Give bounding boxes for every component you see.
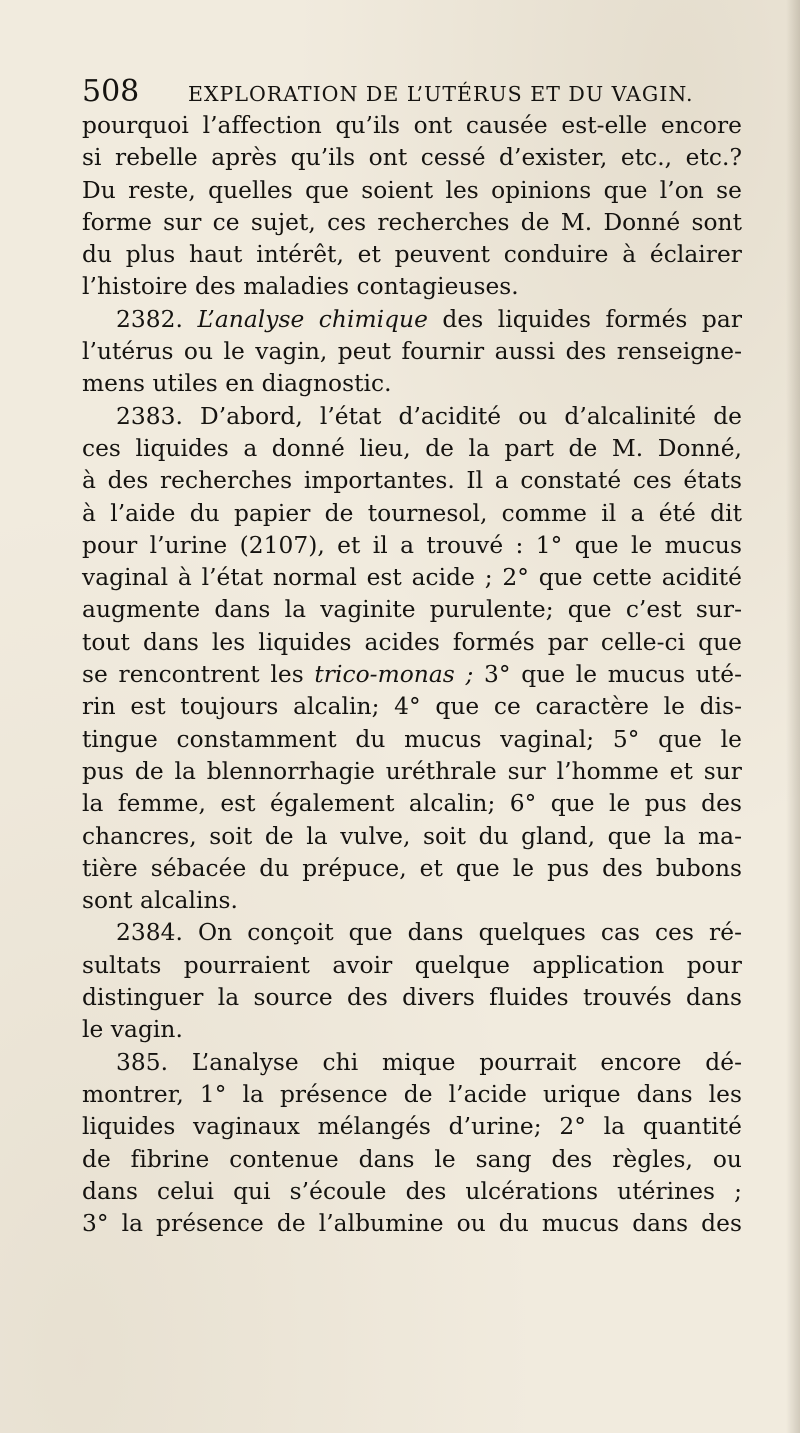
paragraph-number-2382: 2382. [116, 305, 198, 333]
text-line: montrer, 1° la présence de l’acide urique dans les [82, 1080, 742, 1108]
text-line: Du reste, quelles que soient les opinions que l’on se [82, 176, 742, 204]
page-number: 508 [82, 74, 140, 109]
text-line: si rebelle après qu’ils ont cessé d’exister, etc., etc.? [82, 144, 742, 172]
paragraph-2383-start: 2383. D’abord, l’état d’acidité ou d’alcalinité de [116, 402, 742, 430]
running-head: EXPLORATION DE L’UTÉRUS ET DU VAGIN. [188, 82, 694, 106]
text-line: dans celui qui s’écoule des ulcérations utérines ; [82, 1177, 742, 1205]
text-line: sont alcalins. [82, 887, 238, 915]
text-line: la femme, est également alcalin; 6° que le pus des [82, 790, 742, 818]
text-line: mens utiles en diagnostic. [82, 370, 392, 398]
text-line: 3° la présence de l’albumine ou du mucus dans des [82, 1210, 742, 1238]
text-line: tière sébacée du prépuce, et que le pus des bubons [82, 854, 742, 882]
text-line: l’histoire des maladies contagieuses. [82, 273, 519, 301]
text-line: forme sur ce sujet, ces recherches de M. Donné sont [82, 208, 742, 236]
body-text [82, 110, 742, 1240]
paragraph-2382-start [82, 304, 742, 336]
italic-term: L’analyse chimique [197, 305, 428, 333]
text-line: vaginal à l’état normal est acide ; 2° que cette acidité [82, 564, 742, 592]
text-line: augmente dans la vaginite purulente; que c’est sur- [82, 596, 742, 624]
text-line: tingue constamment du mucus vaginal; 5° que le [82, 725, 742, 753]
text-run: 3° que le mucus uté- [473, 661, 743, 689]
paragraph-385-start: 385. L’analyse chi mique pourrait encore dé- [116, 1048, 742, 1076]
text-line: du plus haut intérêt, et peuvent conduire à éclairer [82, 241, 742, 269]
text-run: des liquides formés par [427, 305, 743, 333]
text-line: de fibrine contenue dans le sang des règles, ou [82, 1145, 742, 1173]
text-line: tout dans les liquides acides formés par celle-ci que [82, 628, 742, 656]
page-header [82, 72, 722, 112]
paragraph-2384-start: 2384. On conçoit que dans quelques cas ces ré- [116, 919, 742, 947]
italic-term: trico-monas ; [314, 661, 474, 689]
text-line: sultats pourraient avoir quelque application pour [82, 951, 742, 979]
text-line: ces liquides a donné lieu, de la part de M. Donné, [82, 434, 742, 462]
text-line: à des recherches importantes. Il a constaté ces états [82, 467, 742, 495]
text-line: chancres, soit de la vulve, soit du gland, que la ma- [82, 822, 742, 850]
text-line: pourquoi l’affection qu’ils ont causée est-elle encore [82, 112, 742, 139]
text-line-italic [82, 659, 742, 691]
text-line: pour l’urine (2107), et il a trouvé : 1° que le mucus [82, 531, 742, 559]
text-line: le vagin. [82, 1016, 183, 1044]
page-edge-shadow [786, 0, 800, 1433]
text-line: liquides vaginaux mélangés d’urine; 2° la quantité [82, 1113, 742, 1141]
text-line: rin est toujours alcalin; 4° que ce caractère le dis- [82, 693, 742, 721]
text-run: se rencontrent les [82, 661, 315, 689]
text-line: pus de la blennorrhagie uréthrale sur l’homme et sur [82, 757, 742, 785]
text-line: l’utérus ou le vagin, peut fournir aussi des renseigne- [82, 338, 742, 366]
text-line: distinguer la source des divers fluides trouvés dans [82, 984, 742, 1012]
text-line: à l’aide du papier de tournesol, comme il a été dit [82, 499, 742, 527]
